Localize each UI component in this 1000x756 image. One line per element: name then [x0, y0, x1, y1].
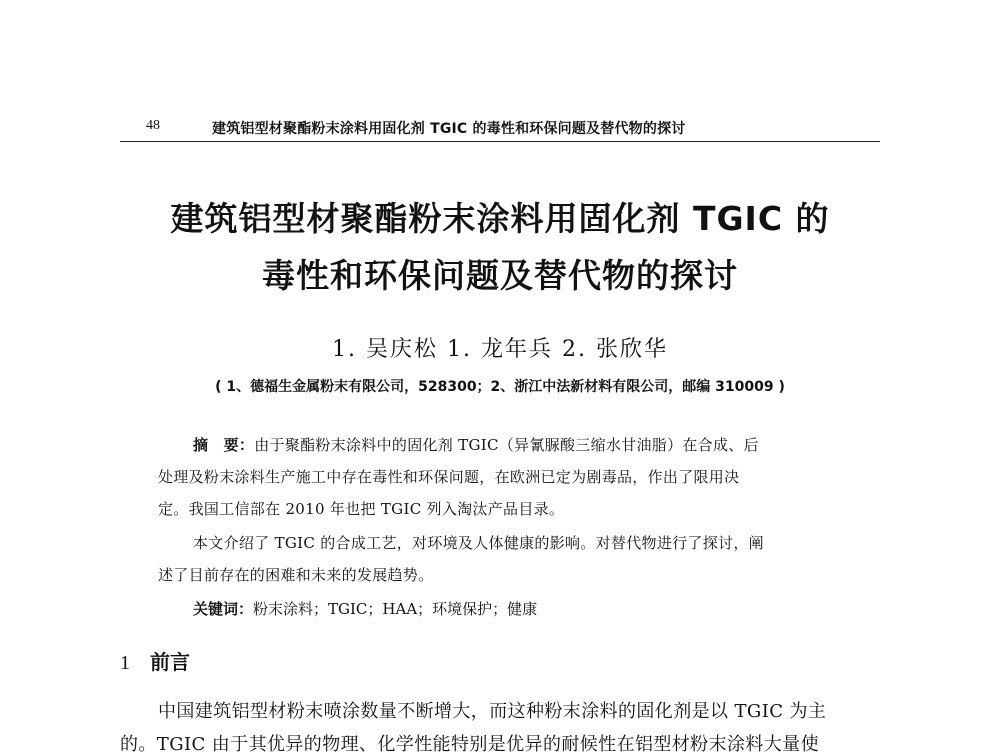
abstract-text: 由于聚酯粉末涂料中的固化剂 TGIC（异氰脲酸三缩水甘油脂）在合成、后 [254, 436, 759, 454]
section-title: 前言 [150, 650, 190, 674]
abstract-line-2: 处理及粉末涂料生产施工中存在毒性和环保问题，在欧洲已定为剧毒品，作出了限用决 [158, 468, 740, 486]
abstract-line-4: 本文介绍了 TGIC 的合成工艺，对环境及人体健康的影响。对替代物进行了探讨，阐 [193, 534, 764, 552]
keywords-label: 关键词： [193, 600, 254, 618]
body-paragraph-line-2: 的。TGIC 由于其优异的物理、化学性能特别是优异的耐候性在铝型材粉末涂料大量使 [120, 734, 819, 755]
author-list: 1. 吴庆松 1. 龙年兵 2. 张欣华 [332, 337, 668, 362]
body-paragraph-line-1: 中国建筑铝型材粉末喷涂数量不断增大，而这种粉末涂料的固化剂是以 TGIC 为主 [158, 701, 827, 722]
paper-title-line-2: 毒性和环保问题及替代物的探讨 [262, 256, 738, 295]
running-header-title: 建筑铝型材聚酯粉末涂料用固化剂 TGIC 的毒性和环保问题及替代物的探讨 [212, 121, 686, 137]
section-heading [120, 646, 190, 675]
header-divider [120, 141, 880, 142]
keywords-value: 粉末涂料；TGIC；HAA；环境保护；健康 [253, 600, 538, 618]
affiliation: ( 1、德福生金属粉末有限公司，528300；2、浙江中法新材料有限公司，邮编 310009 ) [215, 379, 785, 395]
abstract-label: 摘 要： [193, 436, 255, 454]
abstract-line-3: 定。我国工信部在 2010 年也把 TGIC 列入淘汰产品目录。 [158, 500, 565, 518]
page-number: 48 [146, 118, 160, 133]
section-number: 1 [120, 652, 130, 674]
abstract-line-5: 述了目前存在的困难和未来的发展趋势。 [158, 566, 434, 584]
abstract-line-1 [193, 434, 759, 455]
keywords [193, 598, 537, 619]
paper-title-line-1: 建筑铝型材聚酯粉末涂料用固化剂 TGIC 的 [170, 199, 830, 238]
